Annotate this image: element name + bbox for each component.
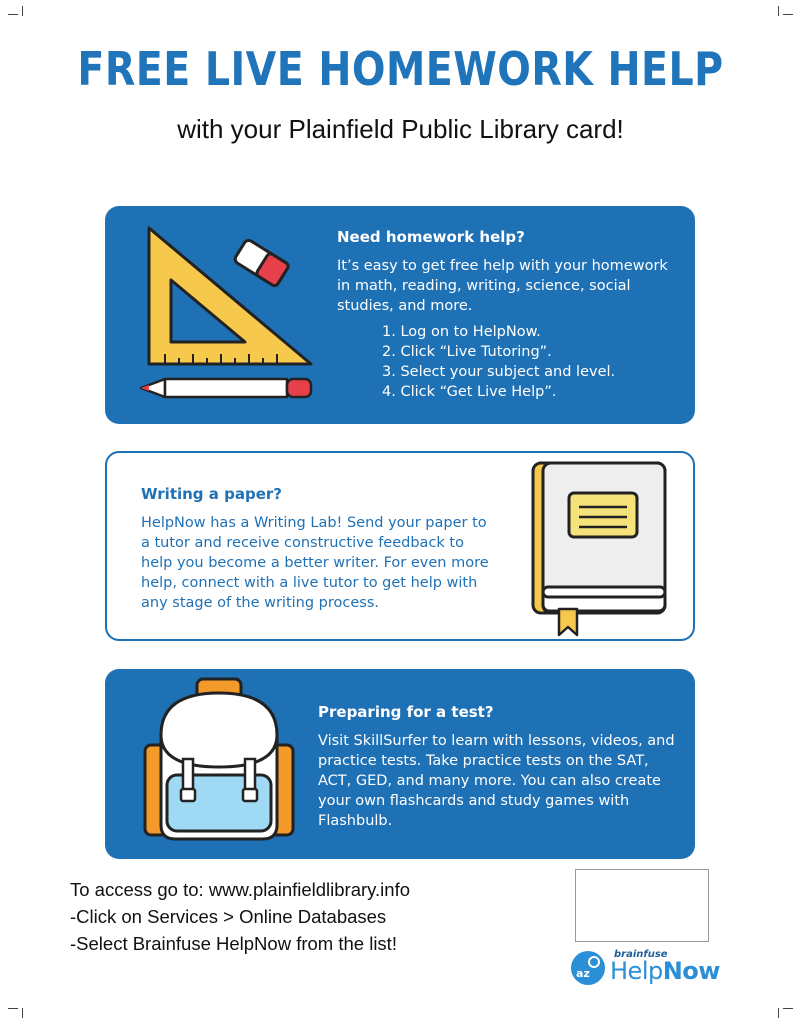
backpack-icon: [139, 675, 299, 851]
access-line: -Select Brainfuse HelpNow from the list!: [70, 933, 397, 954]
notebook-icon: [525, 457, 673, 643]
list-item: 3. Select your subject and level.: [382, 364, 616, 380]
ruler-triangle-eraser-pencil-icon: [135, 222, 315, 402]
helpnow-badge-icon: [570, 950, 606, 986]
test-prep-card: [105, 669, 695, 859]
crop-mark: [778, 6, 779, 16]
logo-product-part1: Help: [610, 957, 663, 985]
logo-product: [610, 957, 720, 985]
homework-help-text: [337, 228, 677, 402]
crop-mark: [783, 1008, 793, 1009]
list-item: 2. Click “Live Tutoring”.: [382, 344, 552, 360]
steps-list: [337, 322, 677, 402]
badge-text: az: [576, 967, 590, 980]
crop-mark: [783, 14, 793, 15]
logo-brand: brainfuse: [614, 949, 668, 960]
test-prep-text: [318, 703, 678, 831]
access-line: To access go to: www.plainfieldlibrary.info: [70, 879, 411, 900]
helpnow-logo: [568, 947, 718, 989]
blank-label-box: [575, 869, 709, 942]
writing-paper-card: [105, 451, 695, 641]
list-item: 4. Click “Get Live Help”.: [382, 384, 557, 400]
crop-mark: [22, 1008, 23, 1018]
crop-mark: [778, 1008, 779, 1018]
card-body: It’s easy to get free help with your homework in math, reading, writing, science, social studies, and more.: [337, 258, 668, 314]
card-body: Visit SkillSurfer to learn with lessons, videos, and practice tests. Take practice tests on the SAT, ACT, GED, and many more. You can also create your own flashcards and study games with Flashbulb.: [318, 733, 675, 829]
crop-mark: [8, 1008, 18, 1009]
list-item: 1. Log on to HelpNow.: [382, 324, 541, 340]
card-body: HelpNow has a Writing Lab! Send your paper to a tutor and receive constructive feedback to help you become a better writer. For even more help, connect with a live tutor to get help with any stage of the writing process.: [141, 515, 489, 611]
crop-mark: [22, 6, 23, 16]
page-title: FREE LIVE HOMEWORK HELP: [77, 42, 724, 96]
card-heading: Preparing for a test?: [318, 703, 494, 721]
page-subtitle: with your Plainfield Public Library card!: [177, 114, 624, 144]
access-instructions: [70, 876, 410, 957]
card-heading: Writing a paper?: [141, 485, 282, 503]
access-line: -Click on Services > Online Databases: [70, 906, 387, 927]
card-heading: Need homework help?: [337, 228, 525, 246]
crop-mark: [8, 14, 18, 15]
writing-paper-text: [141, 485, 491, 613]
homework-help-card: [105, 206, 695, 424]
logo-product-part2: Now: [662, 957, 720, 985]
